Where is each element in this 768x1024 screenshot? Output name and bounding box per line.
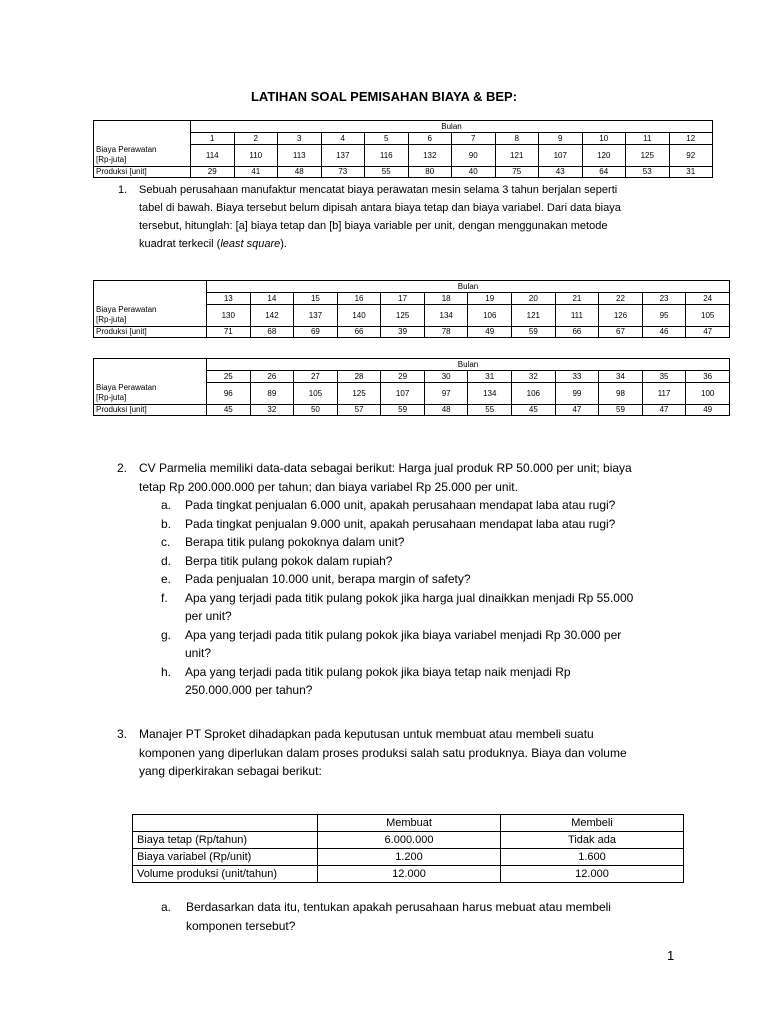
month-cell: 27 bbox=[294, 371, 338, 383]
q2-item-line: Berapa titik pulang pokoknya dalam unit? bbox=[185, 535, 405, 549]
production-cell: 57 bbox=[337, 405, 381, 416]
month-cell: 1 bbox=[191, 133, 235, 145]
question-number: 2. bbox=[117, 461, 128, 475]
cost-label-line: [Rp-juta] bbox=[96, 155, 127, 165]
production-cell: 75 bbox=[495, 167, 539, 178]
month-cell: 16 bbox=[337, 293, 381, 305]
month-cell: 3 bbox=[278, 133, 322, 145]
month-cell: 13 bbox=[207, 293, 251, 305]
make-buy-header-cell bbox=[133, 815, 318, 832]
month-cell: 10 bbox=[582, 133, 626, 145]
month-cell: 11 bbox=[626, 133, 670, 145]
q2-item-line: per unit? bbox=[185, 609, 232, 623]
month-cell: 21 bbox=[555, 293, 599, 305]
cost-row bbox=[94, 145, 713, 167]
cost-cell: 125 bbox=[337, 383, 381, 405]
q2-item-line: 250.000.000 per tahun? bbox=[185, 683, 313, 697]
bulan-row bbox=[94, 121, 713, 133]
cost-cell: 121 bbox=[512, 305, 556, 327]
cost-cell: 90 bbox=[452, 145, 496, 167]
month-cell: 20 bbox=[512, 293, 556, 305]
month-cell: 19 bbox=[468, 293, 512, 305]
production-cell: 55 bbox=[468, 405, 512, 416]
month-cell: 29 bbox=[381, 371, 425, 383]
q3-line: Manajer PT Sproket dihadapkan pada keputusan untuk membuat atau membeli suatu bbox=[139, 727, 594, 741]
maintenance-table-2 bbox=[93, 280, 730, 338]
production-cell: 45 bbox=[512, 405, 556, 416]
production-cell: 71 bbox=[207, 327, 251, 338]
q2-item-line: Pada tingkat penjualan 9.000 unit, apakah perusahaan mendapat laba atau rugi? bbox=[185, 516, 616, 531]
maintenance-table-1 bbox=[93, 120, 713, 178]
cost-cell: 97 bbox=[424, 383, 468, 405]
q2-item-text bbox=[185, 496, 725, 515]
q2-item-text bbox=[185, 515, 725, 534]
q1-line: kuadrat terkecil (least square). bbox=[139, 238, 287, 250]
cost-label-line: Biaya Perawatan bbox=[96, 383, 157, 393]
cost-cell: 89 bbox=[250, 383, 294, 405]
cost-cell: 92 bbox=[669, 145, 713, 167]
production-cell: 69 bbox=[294, 327, 338, 338]
month-cell: 34 bbox=[599, 371, 643, 383]
cost-cell: 125 bbox=[626, 145, 670, 167]
question-number: 1. bbox=[118, 184, 128, 196]
month-cell: 31 bbox=[468, 371, 512, 383]
cost-cell: 132 bbox=[408, 145, 452, 167]
label-cell bbox=[94, 359, 207, 371]
q1-line: Sebuah perusahaan manufaktur mencatat biaya perawatan mesin selama 3 tahun berjalan seperti bbox=[139, 184, 618, 196]
q2-item-text bbox=[185, 533, 725, 552]
month-cell: 9 bbox=[539, 133, 583, 145]
production-cell: 41 bbox=[234, 167, 278, 178]
question-2 bbox=[117, 459, 127, 478]
cost-label-line: [Rp-juta] bbox=[96, 315, 127, 325]
production-label: Produksi [unit] bbox=[94, 167, 191, 178]
question-number: 3. bbox=[117, 727, 128, 741]
make-buy-label-cell: Volume produksi (unit/tahun) bbox=[133, 866, 318, 883]
make-buy-value-cell: 6.000.000 bbox=[318, 832, 501, 849]
month-cell: 6 bbox=[408, 133, 452, 145]
cost-cell: 95 bbox=[642, 305, 686, 327]
q2-item-line: Apa yang terjadi pada titik pulang pokok jika biaya variabel menjadi Rp 30.000 per bbox=[185, 627, 622, 642]
cost-cell: 142 bbox=[250, 305, 294, 327]
make-buy-row bbox=[133, 832, 684, 849]
q2-item-line: unit? bbox=[185, 646, 212, 660]
production-cell: 49 bbox=[686, 405, 730, 416]
month-cell: 4 bbox=[321, 133, 365, 145]
question-3 bbox=[117, 725, 127, 744]
q2-item-text bbox=[185, 552, 725, 571]
production-cell: 50 bbox=[294, 405, 338, 416]
month-row bbox=[94, 293, 730, 305]
month-cell: 17 bbox=[381, 293, 425, 305]
q2-item-letter: e. bbox=[161, 572, 172, 586]
month-cell: 33 bbox=[555, 371, 599, 383]
month-cell: 23 bbox=[642, 293, 686, 305]
production-row bbox=[94, 405, 730, 416]
cost-cell: 134 bbox=[468, 383, 512, 405]
make-buy-value-cell: 12.000 bbox=[501, 866, 684, 883]
month-cell: 30 bbox=[424, 371, 468, 383]
q2-item-line: Apa yang terjadi pada titik pulang pokok jika harga jual dinaikkan menjadi Rp 55.000 bbox=[185, 590, 634, 605]
q3-item-a-line: komponen tersebut? bbox=[186, 918, 296, 933]
q3-item-a-letter: a. bbox=[161, 900, 172, 914]
month-cell: 12 bbox=[669, 133, 713, 145]
production-cell: 39 bbox=[381, 327, 425, 338]
q2-item-letter: b. bbox=[161, 516, 172, 531]
production-cell: 43 bbox=[539, 167, 583, 178]
production-cell: 49 bbox=[468, 327, 512, 338]
production-cell: 67 bbox=[599, 327, 643, 338]
cost-cell: 137 bbox=[321, 145, 365, 167]
month-cell: 8 bbox=[495, 133, 539, 145]
q2-item-letter: c. bbox=[161, 535, 171, 549]
cost-cell: 125 bbox=[381, 305, 425, 327]
make-buy-label-cell: Biaya variabel (Rp/unit) bbox=[133, 849, 318, 866]
month-cell: 28 bbox=[337, 371, 381, 383]
month-cell: 35 bbox=[642, 371, 686, 383]
make-buy-row bbox=[133, 866, 684, 883]
production-cell: 55 bbox=[365, 167, 409, 178]
maintenance-table-3 bbox=[93, 358, 730, 416]
q2-item-line: Apa yang terjadi pada titik pulang pokok jika biaya tetap naik menjadi Rp bbox=[185, 664, 571, 679]
q2-item-text bbox=[185, 589, 725, 626]
production-cell: 47 bbox=[555, 405, 599, 416]
label-cell bbox=[94, 133, 191, 145]
make-buy-header-cell: Membuat bbox=[318, 815, 501, 832]
q2-item-text bbox=[185, 663, 725, 700]
production-cell: 48 bbox=[278, 167, 322, 178]
month-cell: 2 bbox=[234, 133, 278, 145]
label-cell bbox=[94, 371, 207, 383]
cost-cell: 105 bbox=[294, 383, 338, 405]
month-cell: 25 bbox=[207, 371, 251, 383]
month-cell: 26 bbox=[250, 371, 294, 383]
month-row bbox=[94, 133, 713, 145]
make-buy-value-cell: 1.200 bbox=[318, 849, 501, 866]
production-cell: 59 bbox=[599, 405, 643, 416]
production-row bbox=[94, 327, 730, 338]
label-cell bbox=[94, 121, 191, 133]
production-cell: 66 bbox=[555, 327, 599, 338]
q2-item-letter: f. bbox=[161, 590, 168, 605]
q3-item-a-text bbox=[186, 898, 726, 935]
make-buy-value-cell: 1.600 bbox=[501, 849, 684, 866]
make-buy-row bbox=[133, 849, 684, 866]
q3-line: yang diperkirakan sebagai berikut: bbox=[139, 764, 322, 778]
q3-item-a-line: Berdasarkan data itu, tentukan apakah perusahaan harus mebuat atau membeli bbox=[186, 900, 611, 914]
production-cell: 47 bbox=[686, 327, 730, 338]
cost-cell: 121 bbox=[495, 145, 539, 167]
q2-item-line: Berpa titik pulang pokok dalam rupiah? bbox=[185, 553, 393, 568]
cost-cell: 116 bbox=[365, 145, 409, 167]
question-2-text bbox=[139, 459, 739, 496]
make-buy-header-cell: Membeli bbox=[501, 815, 684, 832]
production-cell: 66 bbox=[337, 327, 381, 338]
q2-line: CV Parmelia memiliki data-data sebagai berikut: Harga jual produk RP 50.000 per unit; biaya bbox=[139, 461, 632, 475]
cost-cell: 140 bbox=[337, 305, 381, 327]
cost-cell: 107 bbox=[539, 145, 583, 167]
cost-cell: 130 bbox=[207, 305, 251, 327]
page-number: 1 bbox=[667, 948, 675, 963]
cost-cell: 107 bbox=[381, 383, 425, 405]
month-cell: 14 bbox=[250, 293, 294, 305]
production-cell: 59 bbox=[381, 405, 425, 416]
production-cell: 45 bbox=[207, 405, 251, 416]
cost-cell: 105 bbox=[686, 305, 730, 327]
month-cell: 22 bbox=[599, 293, 643, 305]
make-or-buy-table bbox=[132, 814, 684, 883]
cost-cell: 100 bbox=[686, 383, 730, 405]
month-cell: 32 bbox=[512, 371, 556, 383]
production-cell: 31 bbox=[669, 167, 713, 178]
make-buy-value-cell: Tidak ada bbox=[501, 832, 684, 849]
cost-label bbox=[94, 145, 191, 167]
q2-item-letter: g. bbox=[161, 627, 172, 642]
month-cell: 18 bbox=[424, 293, 468, 305]
month-cell: 24 bbox=[686, 293, 730, 305]
bulan-row bbox=[94, 281, 730, 293]
cost-cell: 96 bbox=[207, 383, 251, 405]
cost-cell: 134 bbox=[424, 305, 468, 327]
cost-cell: 126 bbox=[599, 305, 643, 327]
production-cell: 64 bbox=[582, 167, 626, 178]
label-cell bbox=[94, 293, 207, 305]
q2-item-text bbox=[185, 570, 725, 589]
cost-cell: 111 bbox=[555, 305, 599, 327]
production-row bbox=[94, 167, 713, 178]
cost-label-line: Biaya Perawatan bbox=[96, 305, 157, 315]
make-buy-value-cell: 12.000 bbox=[318, 866, 501, 883]
question-3-text bbox=[139, 725, 739, 781]
cost-label bbox=[94, 383, 207, 405]
cost-cell: 110 bbox=[234, 145, 278, 167]
production-label: Produksi [unit] bbox=[94, 327, 207, 338]
production-cell: 80 bbox=[408, 167, 452, 178]
q2-item-text bbox=[185, 626, 725, 663]
cost-cell: 117 bbox=[642, 383, 686, 405]
production-cell: 53 bbox=[626, 167, 670, 178]
production-cell: 29 bbox=[191, 167, 235, 178]
cost-label-line: Biaya Perawatan bbox=[96, 145, 157, 155]
cost-cell: 114 bbox=[191, 145, 235, 167]
cost-label bbox=[94, 305, 207, 327]
month-cell: 7 bbox=[452, 133, 496, 145]
month-row bbox=[94, 371, 730, 383]
make-buy-label-cell: Biaya tetap (Rp/tahun) bbox=[133, 832, 318, 849]
production-cell: 59 bbox=[512, 327, 556, 338]
q1-line: tersebut, hitunglah: [a] biaya tetap dan [b] biaya variable per unit, dengan menggunakan metode bbox=[139, 220, 608, 232]
cost-cell: 120 bbox=[582, 145, 626, 167]
question-1-text bbox=[139, 181, 739, 253]
production-cell: 46 bbox=[642, 327, 686, 338]
cost-cell: 99 bbox=[555, 383, 599, 405]
q2-line: tetap Rp 200.000.000 per tahun; dan biaya variabel Rp 25.000 per unit. bbox=[139, 479, 518, 494]
bulan-header: Bulan bbox=[191, 121, 713, 133]
page-title: LATIHAN SOAL PEMISAHAN BIAYA & BEP: bbox=[250, 89, 518, 104]
production-cell: 32 bbox=[250, 405, 294, 416]
q2-item-letter: d. bbox=[161, 553, 172, 568]
q2-item-letter: a. bbox=[161, 498, 172, 512]
cost-label-line: [Rp-juta] bbox=[96, 393, 127, 403]
cost-cell: 98 bbox=[599, 383, 643, 405]
question-1 bbox=[118, 181, 127, 199]
cost-cell: 113 bbox=[278, 145, 322, 167]
cost-cell: 106 bbox=[468, 305, 512, 327]
month-cell: 5 bbox=[365, 133, 409, 145]
q2-item-letter: h. bbox=[161, 664, 172, 679]
q3-line: komponen yang diperlukan dalam proses produksi salah satu produknya. Biaya dan volume bbox=[139, 745, 627, 760]
bulan-header: Bulan bbox=[207, 359, 730, 371]
production-cell: 40 bbox=[452, 167, 496, 178]
production-cell: 48 bbox=[424, 405, 468, 416]
bulan-row bbox=[94, 359, 730, 371]
production-cell: 47 bbox=[642, 405, 686, 416]
bulan-header: Bulan bbox=[207, 281, 730, 293]
cost-cell: 106 bbox=[512, 383, 556, 405]
cost-row bbox=[94, 305, 730, 327]
cost-cell: 137 bbox=[294, 305, 338, 327]
q2-item-line: Pada tingkat penjualan 6.000 unit, apakah perusahaan mendapat laba atau rugi? bbox=[185, 498, 616, 512]
month-cell: 36 bbox=[686, 371, 730, 383]
cost-row bbox=[94, 383, 730, 405]
q1-line: tabel di bawah. Biaya tersebut belum dipisah antara biaya tetap dan biaya variabel. Dari data biaya bbox=[139, 202, 621, 214]
production-cell: 68 bbox=[250, 327, 294, 338]
production-label: Produksi [unit] bbox=[94, 405, 207, 416]
production-cell: 78 bbox=[424, 327, 468, 338]
month-cell: 15 bbox=[294, 293, 338, 305]
q2-item-line: Pada penjualan 10.000 unit, berapa margin of safety? bbox=[185, 572, 471, 586]
production-cell: 73 bbox=[321, 167, 365, 178]
label-cell bbox=[94, 281, 207, 293]
make-buy-header-row bbox=[133, 815, 684, 832]
